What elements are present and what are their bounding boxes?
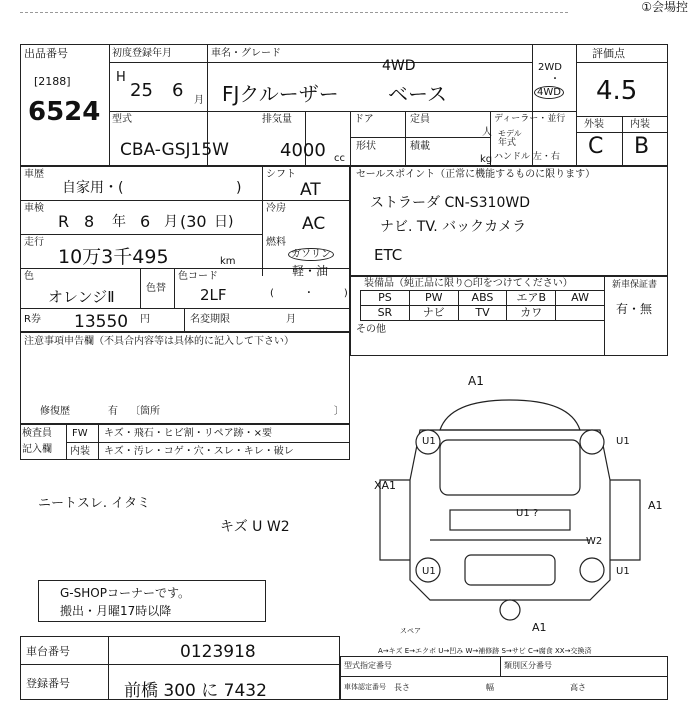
col-divider (532, 44, 533, 166)
selling-points-label: セールスポイント（正常に機能するものに限ります） (356, 169, 596, 180)
inspection-label: 車検 (24, 203, 44, 214)
first-reg-month: 6 (172, 80, 184, 101)
color-label: 色 (24, 271, 34, 282)
equipment-grid (360, 290, 605, 321)
col-divider (622, 116, 623, 166)
equipment-item: PW (410, 291, 459, 306)
spare-label: スペア (400, 627, 421, 635)
equipment-item: カワ (507, 306, 556, 321)
col-divider (140, 268, 141, 308)
selling-point-1: ストラーダ CN-S310WD (370, 195, 530, 211)
displacement-unit: cc (334, 153, 345, 164)
mileage-label: 走行 (24, 237, 44, 248)
lot-number: 6524 (28, 97, 101, 127)
selling-point-2: ナビ. TV. バックカメラ (380, 219, 527, 235)
year-label: 年式 (498, 138, 517, 148)
equipment-item: AW (556, 291, 605, 306)
usage-label: 車歴 (24, 169, 44, 180)
length-label: 長さ (394, 683, 410, 692)
inspection-y: 年 (112, 214, 126, 230)
dealer-label: ディーラー・並行 (494, 114, 566, 124)
diagram-mark: U1 (422, 436, 436, 447)
color-code-value: 2LF (200, 286, 227, 304)
col-divider (174, 268, 175, 308)
shift-label: シフト (266, 169, 296, 180)
row-divider (20, 200, 350, 201)
recycle-label: R券 (24, 314, 41, 325)
cert-label: 型式指定番号 (344, 661, 392, 670)
shop-line-1: G-SHOPコーナーです。 (60, 586, 190, 600)
equipment-item (556, 306, 605, 321)
name-change-label: 名変期限 (190, 314, 230, 325)
diagram-mark: XA1 (374, 479, 397, 492)
diagram-mark: A1 (532, 621, 547, 634)
diagram-mark: U1 (616, 436, 630, 447)
width-label: 幅 (486, 683, 494, 692)
month-unit: 月 (194, 95, 204, 106)
name-change-month: 月 (286, 314, 296, 325)
top-divider (20, 12, 568, 13)
score-label: 評価点 (592, 47, 625, 60)
row-divider (20, 664, 340, 665)
inspector-label: 検査員 (22, 428, 52, 439)
color-code-label: 色コード (178, 271, 218, 282)
usage-close: ) (236, 180, 242, 196)
recycle-unit: 円 (140, 314, 150, 325)
inspector-label-2: 記入欄 (22, 444, 52, 455)
warranty-label: 新車保証書 (612, 280, 658, 290)
load-label: 積載 (410, 141, 430, 152)
col-divider (405, 111, 406, 166)
repair-close: 〕 (334, 406, 344, 417)
fw-label: FW (72, 428, 88, 439)
remark-2: キズ U W2 (220, 519, 290, 535)
grade: ベース (388, 82, 447, 106)
inspection-d: 日) (214, 214, 234, 230)
row-divider (576, 62, 668, 63)
color-value: オレンジⅡ (48, 288, 115, 306)
row-divider (66, 442, 350, 443)
shape-label: 形状 (356, 141, 376, 152)
warranty-value: 有・無 (616, 302, 653, 316)
remark-1: ニートスレ. イタミ (38, 496, 151, 511)
diagram-mark: A1 (468, 374, 484, 388)
selling-point-3: ETC (374, 246, 403, 264)
recycle-value: 13550 (74, 312, 129, 332)
ext-label: 外装 (584, 119, 604, 130)
row-divider (20, 234, 262, 235)
class-label: 類別区分番号 (504, 661, 552, 670)
handle-label: ハンドル 左・右 (494, 152, 560, 162)
car-damage-diagram (360, 360, 670, 640)
era-mark: H (116, 70, 126, 85)
ext-value: C (588, 134, 604, 159)
plate-value: 前橋 300 に 7432 (124, 681, 267, 701)
diagram-mark: U1 (616, 566, 630, 577)
inspection-m: 月 (164, 214, 178, 230)
vehicle-id-label: 車体認定番号 (344, 683, 386, 691)
equipment-item: SR (361, 306, 410, 321)
inspection-month: 6 (140, 212, 151, 231)
chassis-label: 車台番号 (26, 645, 70, 658)
drive-2wd: 2WD (538, 62, 562, 73)
drive-4wd: 4WD (534, 86, 564, 99)
aircon-label: 冷房 (266, 203, 286, 214)
fuel-gasoline: ガソリン (288, 248, 334, 261)
drive-note: 4WD (382, 58, 416, 74)
col-divider (184, 308, 185, 332)
other-label: その他 (356, 324, 386, 335)
aircon-value: AC (302, 214, 326, 234)
row-divider (350, 137, 490, 138)
int-label: 内装 (630, 119, 650, 130)
first-reg-year: 25 (130, 80, 153, 101)
lot-label: 出品番号 (24, 47, 68, 60)
col-divider (108, 636, 109, 700)
repair-loc: 〔箇所 (130, 406, 160, 417)
height-label: 高さ (570, 683, 586, 692)
equipment-item: ABS (459, 291, 508, 306)
diagram-mark: U1 (422, 566, 436, 577)
repaint-label: 色替 (146, 283, 166, 294)
equipment-label: 装備品（純正品に限り○印をつけてください） (364, 278, 573, 289)
displacement-value: 4000 (280, 140, 326, 161)
fuel-label: 燃料 (266, 237, 286, 248)
row-divider (340, 676, 668, 677)
int-value: B (634, 134, 650, 159)
equipment-item: TV (459, 306, 508, 321)
col-divider (262, 166, 263, 276)
notes-label: 注意事項申告欄（不具合内容等は具体的に記入して下さい） (24, 336, 294, 347)
model-label: 型式 (112, 114, 132, 125)
car-name: FJクルーザー (222, 82, 339, 106)
inspection-year: 8 (84, 212, 95, 231)
inspection-day: (30 (180, 212, 207, 231)
diagram-mark: A1 (648, 499, 663, 512)
diagram-mark: W2 (586, 536, 603, 547)
col-divider (350, 111, 351, 166)
mileage-unit: km (220, 256, 236, 267)
repair-label: 修復歴 (40, 406, 70, 417)
first-reg-label: 初度登録年月 (112, 48, 172, 59)
row-divider (109, 62, 532, 63)
row-divider (20, 308, 350, 309)
model-value: CBA-GSJ15W (120, 140, 229, 160)
int-inspect-label: 内装 (70, 446, 90, 457)
person-unit: 人 (482, 127, 492, 138)
diagram-mark: U1 ? (516, 508, 539, 519)
diagram-legend: A→キズ E→エクボ U→凹み W→補修跡 S→サビ C→腐食 XX→交換済 (378, 647, 592, 655)
displacement-label: 排気量 (262, 114, 292, 125)
equipment-item: ナビ (410, 306, 459, 321)
car-name-label: 車名・グレード (211, 48, 281, 59)
capacity-label: 定員 (410, 114, 430, 125)
row-divider (532, 111, 576, 112)
drive-sep: ・ (550, 74, 560, 85)
col-divider (500, 656, 501, 676)
repair-value: 有 (108, 406, 118, 417)
kg-unit: kg (480, 154, 493, 165)
row-divider (109, 111, 532, 112)
door-label: ドア (354, 114, 374, 125)
venue-label: ①会場控 (641, 0, 688, 14)
equipment-item: PS (361, 291, 410, 306)
shop-line-2: 搬出・月曜17時以降 (60, 604, 172, 618)
shift-value: AT (300, 180, 321, 200)
mileage-value: 10万3千495 (58, 246, 169, 268)
equipment-item: エアB (507, 291, 556, 306)
chassis-value: 0123918 (180, 642, 256, 662)
fuel-diesel: 軽・油 (292, 264, 329, 278)
score-value: 4.5 (596, 76, 638, 106)
model-year-label: モデル (498, 129, 522, 138)
usage-value: 自家用・( (62, 180, 124, 196)
fuel-other: ( ・ ) (270, 288, 348, 299)
inspection-era: R (58, 212, 70, 231)
fw-items: キズ・飛石・ヒビ割・リペア跡・×要 (104, 428, 272, 439)
plate-label: 登録番号 (26, 677, 70, 690)
int-inspect-items: キズ・汚レ・コゲ・穴・スレ・キレ・破レ (104, 446, 294, 457)
lot-sub-id: [2188] (34, 75, 71, 88)
